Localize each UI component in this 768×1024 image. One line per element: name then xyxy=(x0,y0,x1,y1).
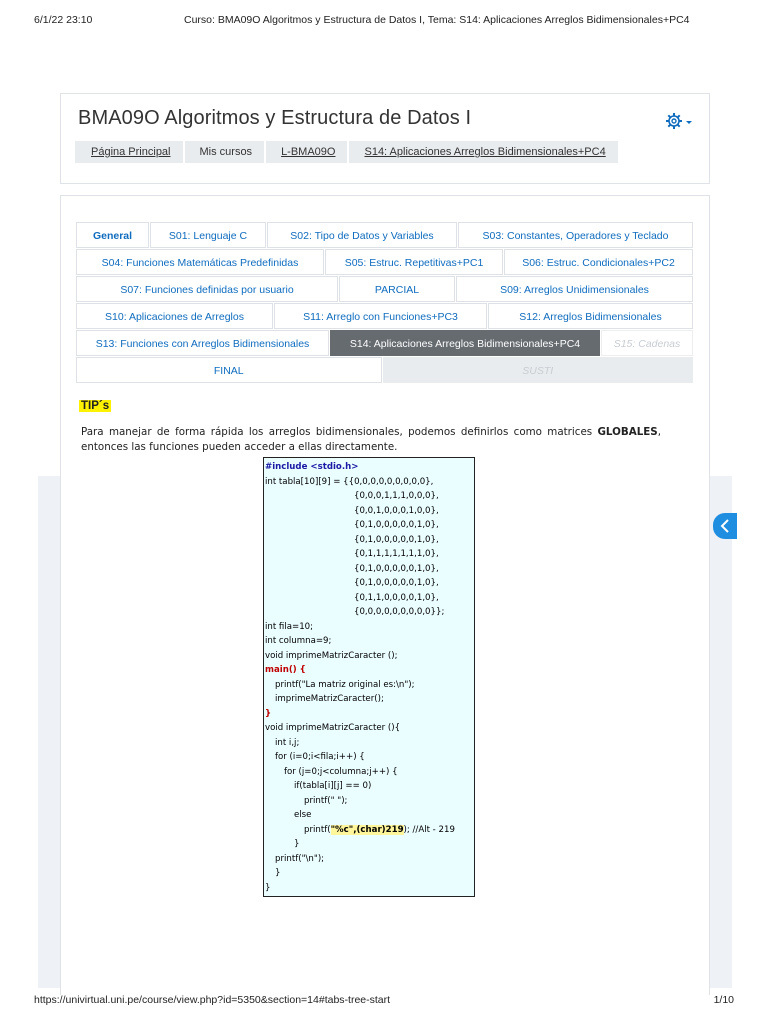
code-snippet xyxy=(263,457,475,897)
code-line: int tabla[10][9] = {{0,0,0,0,0,0,0,0,0}, xyxy=(265,476,434,487)
section-tabs xyxy=(76,222,694,384)
code-fragment: ); //Alt - 219 xyxy=(403,824,455,835)
code-line: void imprimeMatrizCaracter (); xyxy=(265,650,398,661)
settings-gear-icon[interactable] xyxy=(665,111,695,131)
tab-final[interactable]: FINAL xyxy=(76,357,382,383)
tab-s07[interactable]: S07: Funciones definidas por usuario xyxy=(76,276,338,302)
code-highlight: "%c",(char)219 xyxy=(330,824,404,835)
tab-s03[interactable]: S03: Constantes, Operadores y Teclado xyxy=(458,222,693,248)
tips-heading: TIP´s xyxy=(81,400,110,412)
code-line: for (i=0;i<fila;i++) { xyxy=(275,752,365,762)
course-content xyxy=(60,195,710,995)
code-line: int columna=9; xyxy=(265,636,332,646)
code-line: printf("La matriz original es:\n"); xyxy=(275,679,415,690)
print-page-number: 1/10 xyxy=(713,994,734,1006)
print-title: Curso: BMA09O Algoritmos y Estructura de Datos I, Tema: S14: Aplicaciones Arreglos Bidimensionales+PC4 xyxy=(184,14,690,26)
chevron-left-icon xyxy=(713,513,737,539)
breadcrumb xyxy=(75,141,620,163)
code-line: imprimeMatrizCaracter(); xyxy=(275,694,384,704)
code-line: {0,0,0,0,0,0,0,0,0}}; xyxy=(354,607,445,617)
tab-s15-disabled: S15: Cadenas xyxy=(601,330,693,356)
intro-paragraph xyxy=(81,425,661,455)
code-line: void imprimeMatrizCaracter (){ xyxy=(265,723,401,733)
code-line: main() { xyxy=(265,665,306,675)
code-line: printf(" "); xyxy=(304,795,348,806)
intro-text-bold: GLOBALES xyxy=(597,426,658,438)
tab-s09[interactable]: S09: Arreglos Unidimensionales xyxy=(456,276,693,302)
code-line: } xyxy=(294,839,300,849)
code-line: else xyxy=(294,810,312,820)
code-line: printf("\n"); xyxy=(275,853,325,864)
code-line xyxy=(265,823,474,838)
tab-s13[interactable]: S13: Funciones con Arreglos Bidimensionales xyxy=(76,330,329,356)
code-line: if(tabla[i][j] == 0) xyxy=(294,781,372,791)
code-line: } xyxy=(265,882,271,893)
code-line: int i,j; xyxy=(275,737,300,748)
tab-s14-active[interactable]: S14: Aplicaciones Arreglos Bidimensionales+PC4 xyxy=(330,330,600,356)
code-line: {0,0,1,0,0,0,1,0,0}, xyxy=(354,505,439,516)
breadcrumb-home[interactable]: Página Principal xyxy=(75,141,183,163)
code-fragment: printf( xyxy=(304,824,331,835)
code-line: {0,1,0,0,0,0,0,1,0}, xyxy=(354,563,439,574)
page-background-right xyxy=(710,476,732,988)
course-header xyxy=(60,93,710,184)
code-line: #include <stdio.h> xyxy=(265,462,359,472)
intro-text-pre: Para manejar de forma rápida los arreglos bidimensionales, podemos definirlos como matrices xyxy=(81,426,598,438)
tab-s12[interactable]: S12: Arreglos Bidimensionales xyxy=(488,303,693,329)
tab-s01[interactable]: S01: Lenguaje C xyxy=(150,222,266,248)
code-line: {0,1,0,0,0,0,0,1,0}, xyxy=(354,534,439,545)
code-line: } xyxy=(275,868,281,878)
tab-parcial[interactable]: PARCIAL xyxy=(339,276,455,302)
code-line: {0,1,0,0,0,0,0,1,0}, xyxy=(354,578,439,588)
tab-s10[interactable]: S10: Aplicaciones de Arreglos xyxy=(76,303,273,329)
tab-general[interactable]: General xyxy=(76,222,149,248)
tab-s06[interactable]: S06: Estruc. Condicionales+PC2 xyxy=(504,249,693,275)
page-background-left xyxy=(38,476,60,988)
breadcrumb-course[interactable]: L-BMA09O xyxy=(266,141,347,163)
tab-s04[interactable]: S04: Funciones Matemáticas Predefinidas xyxy=(76,249,324,275)
print-datetime: 6/1/22 23:10 xyxy=(34,14,93,26)
tab-s05[interactable]: S05: Estruc. Repetitivas+PC1 xyxy=(325,249,503,275)
breadcrumb-section[interactable]: S14: Aplicaciones Arreglos Bidimensionales+PC4 xyxy=(349,141,617,163)
code-line: {0,1,0,0,0,0,0,1,0}, xyxy=(354,520,439,530)
code-line: int fila=10; xyxy=(265,621,314,632)
code-line: {0,0,0,1,1,1,0,0,0}, xyxy=(354,491,439,501)
tab-s11[interactable]: S11: Arreglo con Funciones+PC3 xyxy=(274,303,487,329)
breadcrumb-my-courses[interactable]: Mis cursos xyxy=(185,141,265,163)
code-line: for (j=0;j<columna;j++) { xyxy=(284,766,398,777)
tab-susti-disabled: SUSTI xyxy=(383,357,694,383)
code-line: {0,1,1,1,1,1,1,1,0}, xyxy=(354,549,439,559)
drawer-toggle-button[interactable] xyxy=(713,513,737,539)
print-url: https://univirtual.uni.pe/course/view.php?id=5350&section=14#tabs-tree-start xyxy=(34,994,391,1006)
tab-s02[interactable]: S02: Tipo de Datos y Variables xyxy=(267,222,457,248)
intro-text-post: , entonces las funciones pueden acceder a ellas directamente. xyxy=(81,426,661,453)
page-title: BMA09O Algoritmos y Estructura de Datos I xyxy=(78,107,472,129)
code-line: {0,1,1,0,0,0,0,1,0}, xyxy=(354,592,439,603)
code-line: } xyxy=(265,708,272,719)
